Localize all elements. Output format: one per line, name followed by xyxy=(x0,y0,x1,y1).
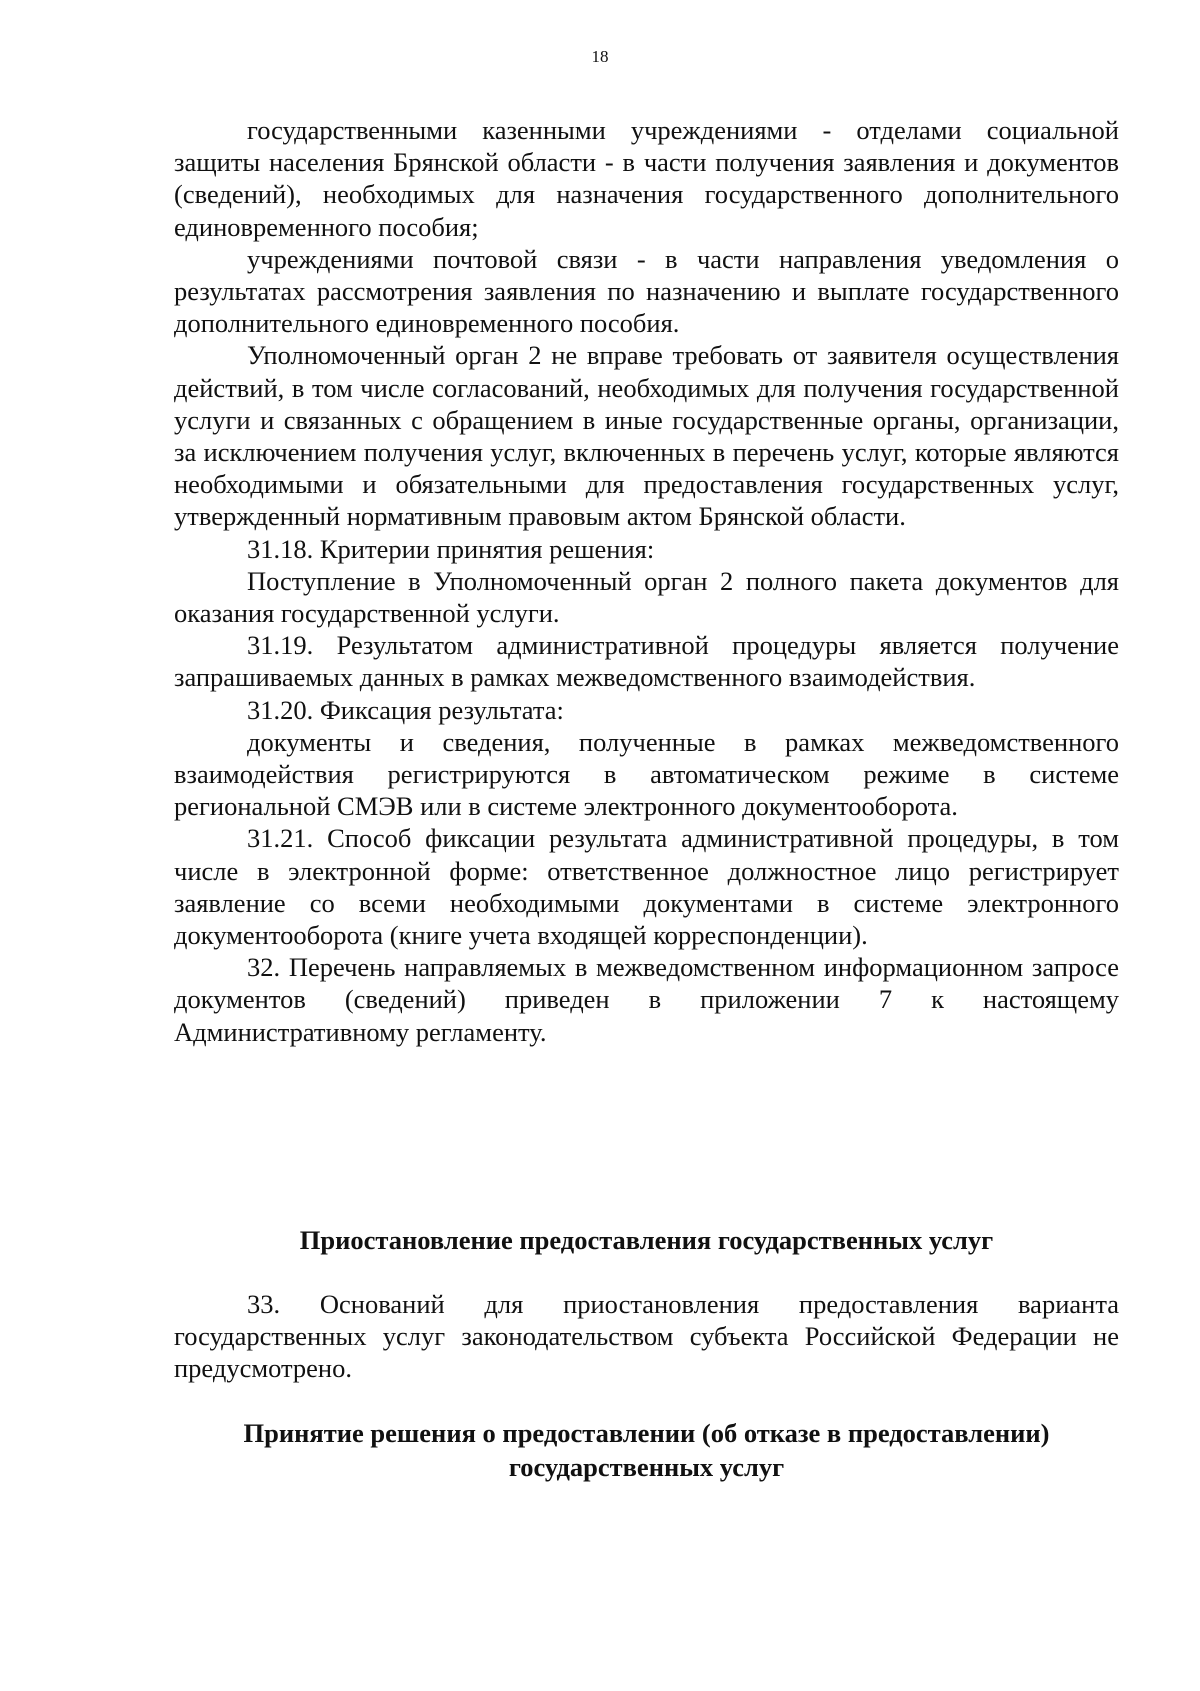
paragraph-authorized-body: Уполномоченный орган 2 не вправе требовать от заявителя осуществления действий, в том числе согласований, необходимых для получения государственной услуги и связанных с обращением в иные государственные органы, организации, за исключением получения услуг, включенных в перечень услуг, которые являются необходимыми и обязательными для предоставления государственных услуг, утвержденный нормативным правовым актом Брянской области. xyxy=(174,340,1119,532)
paragraph-33: 33. Оснований для приостановления предоставления варианта государственных услуг законодательством субъекта Российской Федерации не предусмотрено. xyxy=(174,1289,1119,1384)
paragraph-32: 32. Перечень направляемых в межведомственном информационном запросе документов (сведений) приведен в приложении 7 к настоящему Административному регламенту. xyxy=(174,952,1119,1047)
section-heading-decision-line-2: государственных услуг xyxy=(508,1452,785,1482)
section-33 xyxy=(174,1288,1119,1385)
body-text xyxy=(174,114,1119,1048)
paragraph-postal-institutions: учреждениями почтовой связи - в части направления уведомления о результатах рассмотрения заявления по назначению и выплате государственного дополнительного единовременного пособия. xyxy=(174,243,1119,339)
section-heading-decision xyxy=(174,1416,1119,1484)
paragraph-31-19: 31.19. Результатом административной процедуры является получение запрашиваемых данных в рамках межведомственного взаимодействия. xyxy=(174,630,1119,693)
paragraph-31-21: 31.21. Способ фиксации результата административной процедуры, в том числе в электронной форме: ответственное должностное лицо регистрирует заявление со всеми необходимыми документами в системе электронного документооборота (книге учета входящей корреспонденции). xyxy=(174,823,1119,951)
paragraph-state-institutions: государственными казенными учреждениями - отделами социальной защиты населения Брянской области - в части получения заявления и документов (сведений), необходимых для назначения государственного дополнительного единовременного пособия; xyxy=(174,115,1119,242)
paragraph-31-20: 31.20. Фиксация результата: xyxy=(247,694,564,725)
paragraph-31-18: 31.18. Критерии принятия решения: xyxy=(247,533,655,564)
page-number: 18 xyxy=(591,47,609,66)
section-heading-suspension: Приостановление предоставления государственных услуг xyxy=(299,1225,994,1255)
paragraph-criteria: Поступление в Уполномоченный орган 2 полного пакета документов для оказания государственной услуги. xyxy=(174,565,1119,629)
paragraph-fixation: документы и сведения, полученные в рамках межведомственного взаимодействия регистрируются в автоматическом режиме в системе региональной СМЭВ или в системе электронного документооборота. xyxy=(174,726,1119,822)
section-heading-decision-line-1: Принятие решения о предоставлении (об отказе в предоставлении) xyxy=(243,1418,1050,1448)
